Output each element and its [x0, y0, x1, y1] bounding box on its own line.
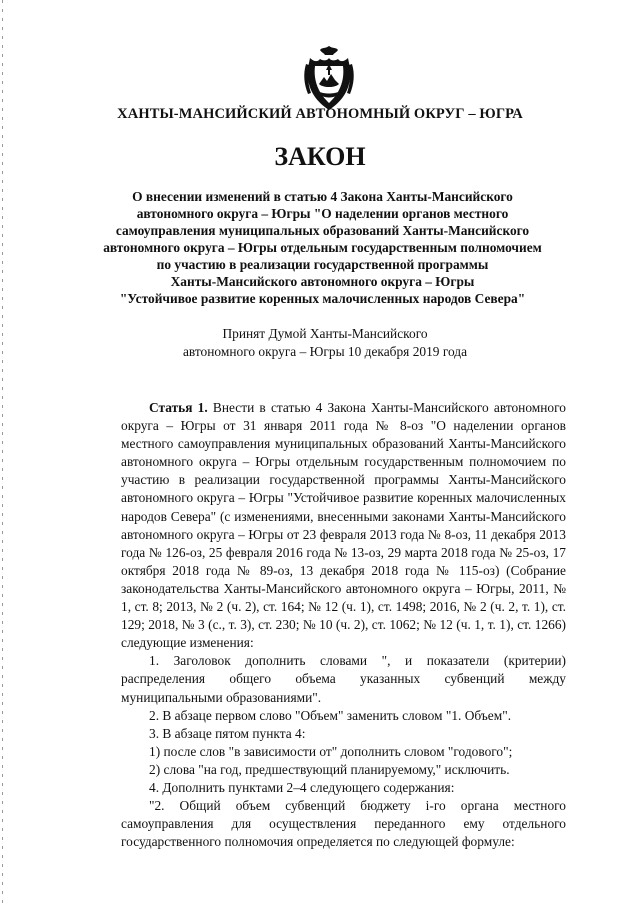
subject-line: Ханты-Мансийского автономного округа – Югры: [170, 274, 475, 289]
coat-of-arms-emblem: [300, 44, 358, 112]
adoption-line: Принят Думой Ханты-Мансийского: [222, 326, 428, 341]
article-1-paragraph: [121, 399, 566, 652]
amendment-item: 1. Заголовок дополнить словами ", и показатели (критерии) распределения общего объема указанных субвенций между муниципальными образованиями".: [121, 653, 566, 705]
article-label: Статья 1.: [149, 400, 208, 415]
adoption-note: [150, 325, 500, 361]
law-body: [121, 399, 566, 851]
law-subject-title: [100, 188, 545, 307]
subject-line: О внесении изменений в статью 4 Закона Ханты-Мансийского: [132, 189, 513, 204]
amendment-quoted-text: "2. Общий объем субвенций бюджету i-го органа местного самоуправления для осуществления переданного ему отдельного государственного полномочия определяется по следующей формуле:: [121, 798, 566, 850]
subject-line: автономного округа – Югры отдельным государственным полномочием: [103, 240, 542, 255]
amendment-subitem: 2) слова "на год, предшествующий планируемому," исключить.: [149, 761, 510, 777]
document-type-title: ЗАКОН: [274, 142, 366, 171]
region-heading: ХАНТЫ-МАНСИЙСКИЙ АВТОНОМНЫЙ ОКРУГ – ЮГРА: [117, 106, 523, 122]
subject-line: самоуправления муниципальных образований Ханты-Мансийского: [115, 223, 530, 238]
subject-line: по участию в реализации государственной программы: [156, 257, 489, 272]
adoption-line: автономного округа – Югры 10 декабря 2019 года: [182, 344, 468, 359]
amendment-item: 4. Дополнить пунктами 2–4 следующего содержания:: [149, 779, 455, 795]
subject-line: автономного округа – Югры "О наделении органов местного: [136, 206, 509, 221]
article-text: Внести в статью 4 Закона Ханты-Мансийского автономного округа – Югры от 31 января 2011 года № 8-оз "О наделении органов местного самоуправления муниципальных образований Ханты-Мансийского автономного округа – Югры отдельным государственным полномочием по участию в реализации государственной программы Ханты-Мансийского автономного округа – Югры "Устойчивое развитие коренных малочисленных народов Севера" (с изменениями, внесенными законами Ханты-Мансийского автономного округа – Югры от 23 февраля 2013 года № 8-оз, 11 декабря 2013 года № 126-оз, 25 февраля 2016 года № 13-оз, 29 марта 2018 года № 25-оз, 17 октября 2018 года № 89-оз, 13 декабря 2018 года № 115-оз) (Собрание законодательства Ханты-Мансийского автономного округа – Югры, 2011, № 1, ст. 8; 2013, № 2 (ч. 2), ст. 164; № 12 (ч. 1), ст. 1498; 2016, № 2 (ч. 2, т. 1), ст. 129; 2018, № 3 (с., т. 3), ст. 230; № 10 (ч. 2), ст. 1062; № 12 (ч. 1, т. 1), ст. 1266) следующие изменения:: [121, 400, 566, 651]
amendment-item: 3. В абзаце пятом пункта 4:: [149, 725, 306, 741]
amendment-item: 2. В абзаце первом слово "Объем" заменить словом "1. Объем".: [149, 707, 512, 723]
scan-edge: [2, 0, 3, 905]
amendment-subitem: 1) после слов "в зависимости от" дополнить словом "годового";: [149, 743, 513, 759]
subject-line: "Устойчивое развитие коренных малочисленных народов Севера": [119, 291, 526, 306]
